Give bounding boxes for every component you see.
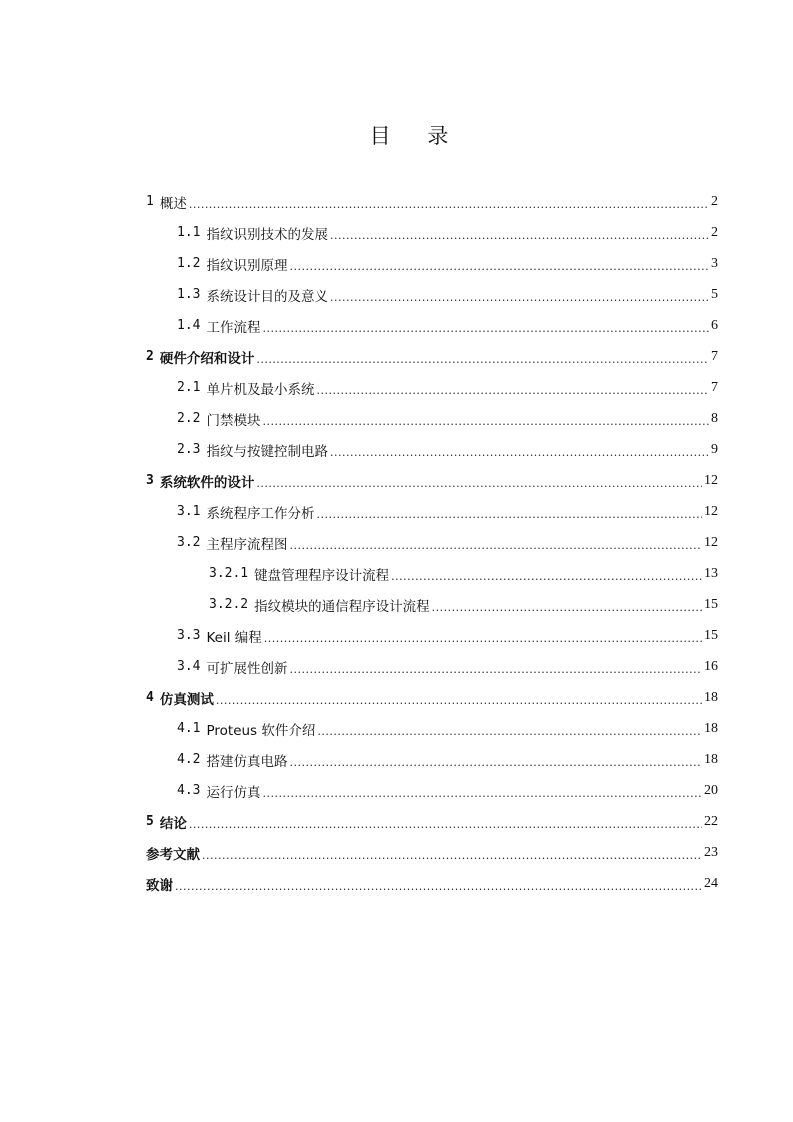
dot-leader xyxy=(289,260,709,273)
toc-entry-2-3[interactable] xyxy=(177,434,718,465)
toc-entry-number: 3 xyxy=(146,473,154,488)
toc-entry-number: 5 xyxy=(146,814,154,829)
toc-entry-3-2-2[interactable] xyxy=(209,589,718,620)
toc-entry-number: 2.1 xyxy=(177,380,201,395)
toc-entry-page: 9 xyxy=(711,441,718,457)
toc-entry-title: 指纹识别原理 xyxy=(206,257,288,274)
dot-leader xyxy=(317,725,702,738)
toc-entry-number: 2 xyxy=(146,349,154,364)
toc-entry-page: 23 xyxy=(704,844,718,860)
dot-leader xyxy=(316,384,709,397)
toc-entry-title: 工作流程 xyxy=(206,319,261,336)
dot-leader xyxy=(262,415,709,428)
toc-entry-4-2[interactable] xyxy=(177,744,718,775)
dot-leader xyxy=(330,446,709,459)
toc-entry-page: 18 xyxy=(704,751,718,767)
toc-entry-page: 18 xyxy=(704,689,718,705)
toc-entry-page: 12 xyxy=(704,534,718,550)
toc-entry-page: 12 xyxy=(704,472,718,488)
dot-leader xyxy=(264,632,702,645)
toc-entry-number: 4.1 xyxy=(177,721,201,736)
toc-entry-number: 1.2 xyxy=(177,256,201,271)
toc-entry-number: 1 xyxy=(146,194,154,209)
toc-entry-title: 搭建仿真电路 xyxy=(206,753,288,770)
toc-entry-page: 8 xyxy=(711,410,718,426)
toc-entry-title: Keil 编程 xyxy=(206,629,262,646)
toc-entry-acknowledgements[interactable] xyxy=(146,868,718,899)
toc-entry-title: 系统软件的设计 xyxy=(159,474,255,491)
toc-entry-1[interactable] xyxy=(146,186,718,217)
dot-leader xyxy=(330,291,709,304)
dot-leader xyxy=(216,694,702,707)
toc-entry-number: 4 xyxy=(146,690,154,705)
toc-entry-page: 16 xyxy=(704,658,718,674)
toc-entry-number: 3.1 xyxy=(177,504,201,519)
toc-entry-title: 仿真测试 xyxy=(159,691,214,708)
toc-entry-title: 指纹模块的通信程序设计流程 xyxy=(254,598,430,615)
toc-entry-page: 22 xyxy=(704,813,718,829)
dot-leader xyxy=(175,880,702,893)
toc-entry-title: 概述 xyxy=(159,195,187,212)
toc-entry-page: 7 xyxy=(711,379,718,395)
dot-leader xyxy=(189,198,709,211)
toc-entry-title: 致谢 xyxy=(146,877,173,894)
toc-entry-1-3[interactable] xyxy=(177,279,718,310)
toc-entry-3[interactable] xyxy=(146,465,718,496)
dot-leader xyxy=(262,322,709,335)
toc-entry-title: 指纹识别技术的发展 xyxy=(206,226,328,243)
dot-leader xyxy=(289,539,702,552)
toc-entry-3-4[interactable] xyxy=(177,651,718,682)
toc-entry-page: 18 xyxy=(704,720,718,736)
dot-leader xyxy=(316,508,702,521)
toc-entry-title: 单片机及最小系统 xyxy=(206,381,315,398)
toc-entry-title: Proteus 软件介绍 xyxy=(206,722,316,739)
toc-entry-page: 2 xyxy=(711,224,718,240)
toc-entry-title: 运行仿真 xyxy=(206,784,261,801)
toc-entry-4-3[interactable] xyxy=(177,775,718,806)
dot-leader xyxy=(391,570,702,583)
toc-entry-3-3[interactable] xyxy=(177,620,718,651)
toc-entry-page: 5 xyxy=(711,286,718,302)
dot-leader xyxy=(202,849,702,862)
toc-entry-page: 20 xyxy=(704,782,718,798)
toc-entry-title: 可扩展性创新 xyxy=(206,660,288,677)
toc-entry-number: 1.1 xyxy=(177,225,201,240)
dot-leader xyxy=(330,229,709,242)
toc-entry-page: 2 xyxy=(711,193,718,209)
toc-entry-page: 24 xyxy=(704,875,718,891)
toc-entry-4[interactable] xyxy=(146,682,718,713)
toc-entry-number: 3.2 xyxy=(177,535,201,550)
toc-entry-references[interactable] xyxy=(146,837,718,868)
toc-entry-5[interactable] xyxy=(146,806,718,837)
toc-entry-number: 2.2 xyxy=(177,411,201,426)
toc-entry-1-4[interactable] xyxy=(177,310,718,341)
toc-entry-page: 15 xyxy=(704,627,718,643)
dot-leader xyxy=(262,787,702,800)
toc-entry-1-1[interactable] xyxy=(177,217,718,248)
dot-leader xyxy=(432,601,702,614)
dot-leader xyxy=(256,353,709,366)
toc-entry-1-2[interactable] xyxy=(177,248,718,279)
toc-entry-title: 硬件介绍和设计 xyxy=(159,350,255,367)
toc-entry-title: 键盘管理程序设计流程 xyxy=(254,567,390,584)
toc-entry-4-1[interactable] xyxy=(177,713,718,744)
toc-entry-3-1[interactable] xyxy=(177,496,718,527)
toc-entry-2-2[interactable] xyxy=(177,403,718,434)
toc-entry-page: 6 xyxy=(711,317,718,333)
toc-entry-number: 1.4 xyxy=(177,318,201,333)
toc-entry-title: 系统设计目的及意义 xyxy=(206,288,328,305)
toc-entry-3-2[interactable] xyxy=(177,527,718,558)
dot-leader xyxy=(189,818,702,831)
toc-entry-number: 3.2.2 xyxy=(209,597,249,612)
dot-leader xyxy=(289,756,702,769)
toc-entry-title: 参考文献 xyxy=(146,846,200,863)
toc-entry-number: 1.3 xyxy=(177,287,201,302)
toc-entry-number: 4.2 xyxy=(177,752,201,767)
toc-entry-page: 12 xyxy=(704,503,718,519)
dot-leader xyxy=(289,663,702,676)
toc-entry-title: 主程序流程图 xyxy=(206,536,288,553)
toc-entry-title: 结论 xyxy=(159,815,187,832)
toc-entry-number: 4.3 xyxy=(177,783,201,798)
dot-leader xyxy=(256,477,702,490)
toc-entry-2[interactable] xyxy=(146,341,718,372)
toc-entry-2-1[interactable] xyxy=(177,372,718,403)
toc-entry-3-2-1[interactable] xyxy=(209,558,718,589)
toc-entry-title: 门禁模块 xyxy=(206,412,261,429)
toc-entry-title: 系统程序工作分析 xyxy=(206,505,315,522)
page-title: 目 录 xyxy=(369,124,464,148)
toc-entry-title: 指纹与按键控制电路 xyxy=(206,443,328,460)
toc-entry-page: 15 xyxy=(704,596,718,612)
toc-entry-page: 7 xyxy=(711,348,718,364)
toc-entry-page: 3 xyxy=(711,255,718,271)
toc-entry-number: 3.4 xyxy=(177,659,201,674)
toc-entry-number: 3.3 xyxy=(177,628,201,643)
toc-entry-number: 2.3 xyxy=(177,442,201,457)
toc-entry-page: 13 xyxy=(704,565,718,581)
toc-entry-number: 3.2.1 xyxy=(209,566,249,581)
